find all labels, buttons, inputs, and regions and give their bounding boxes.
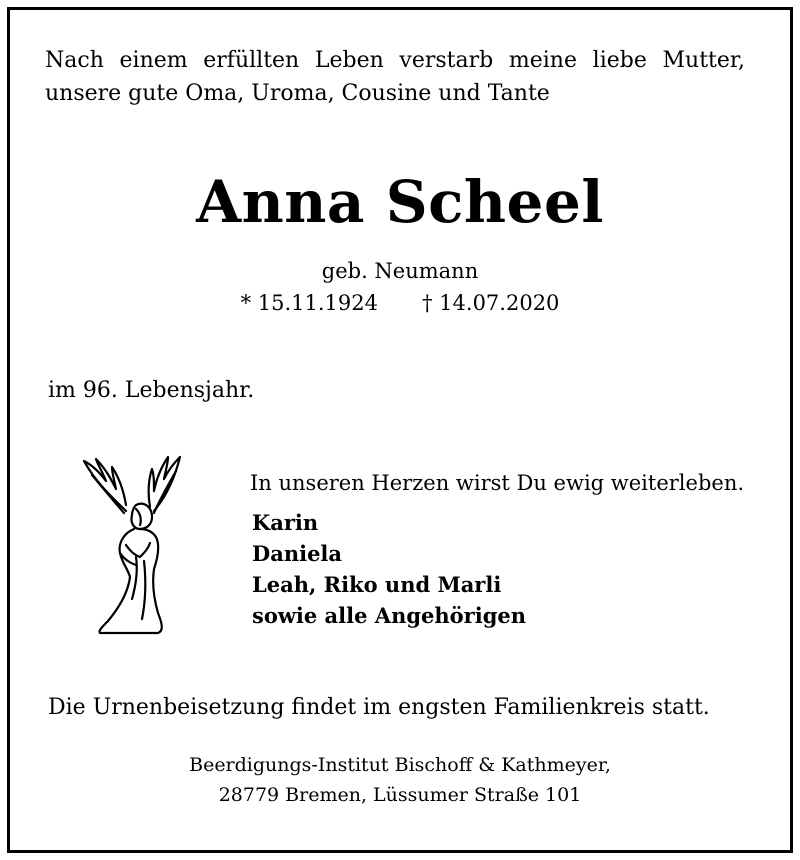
burial-note: Die Urnenbeisetzung findet im engsten Familienkreis statt.: [48, 695, 710, 720]
intro-text: [45, 44, 745, 110]
life-dates: [0, 291, 800, 315]
birth-date: * 15.11.1924: [240, 291, 378, 315]
maiden-name: geb. Neumann: [321, 259, 479, 283]
intro-line-2: unsere gute Oma, Uroma, Cousine und Tante: [45, 81, 550, 106]
mourner-name: Daniela: [252, 541, 343, 566]
death-date: † 14.07.2020: [422, 291, 560, 315]
intro-line-1: Nach einem erfüllten Leben verstarb meine liebe Mutter,: [45, 48, 745, 73]
funeral-home-name: Beerdigungs-Institut Bischoff & Kathmeyer,: [189, 754, 611, 776]
mourner-name: Karin: [252, 510, 319, 535]
funeral-home: [0, 750, 800, 810]
memorial-motto: In unseren Herzen wirst Du ewig weiterleben.: [250, 471, 745, 495]
mourner-names: [252, 507, 526, 631]
deceased-name: Anna Scheel: [196, 168, 604, 236]
age-note: im 96. Lebensjahr.: [48, 378, 255, 403]
angel-icon: [78, 453, 188, 638]
mourner-name: Leah, Riko und Marli: [252, 572, 502, 597]
mourner-name: sowie alle Angehörigen: [252, 603, 527, 628]
obituary-border: [7, 7, 793, 853]
funeral-home-address: 28779 Bremen, Lüssumer Straße 101: [218, 784, 582, 806]
